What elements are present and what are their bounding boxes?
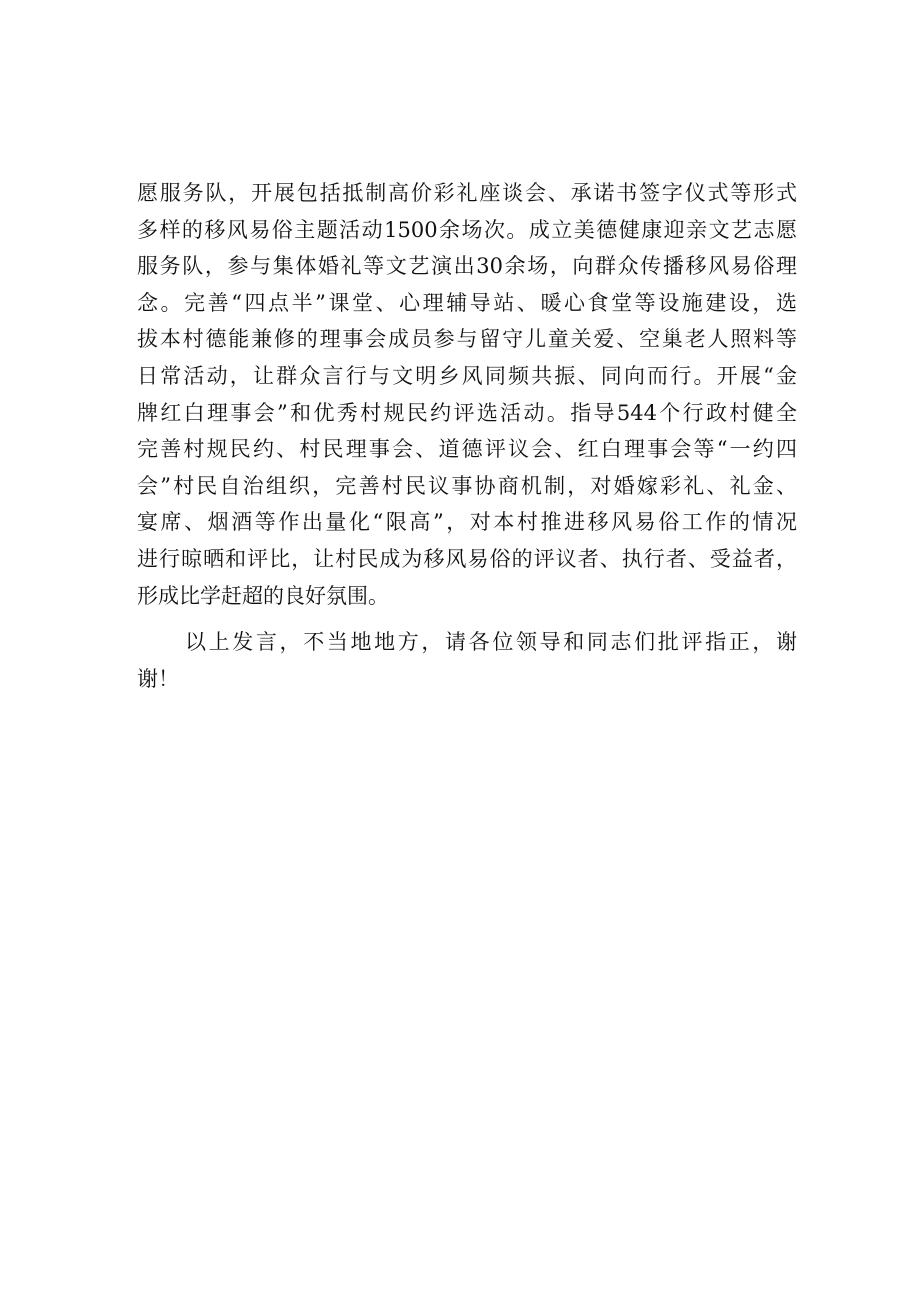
text-line: 日常活动，让群众言行与文明乡风同频共振、同向而行。开展“金 <box>137 363 797 388</box>
text-line: 完善村规民约、村民理事会、道德评议会、红白理事会等“一约四 <box>137 437 797 462</box>
text-line: 念。完善“四点半”课堂、心理辅导站、暖心食堂等设施建设，选 <box>137 290 797 315</box>
text-line: 谢！ <box>137 666 179 691</box>
text-line: 以上发言，不当地地方，请各位领导和同志们批评指正，谢 <box>185 630 797 655</box>
text-line: 拔本村德能兼修的理事会成员参与留守儿童关爱、空巢老人照料等 <box>137 327 797 352</box>
paragraph-spacer <box>137 614 797 624</box>
paragraph-2 <box>137 624 797 697</box>
text-line: 多样的移风易俗主题活动1500余场次。成立美德健康迎亲文艺志愿 <box>137 217 797 242</box>
document-body <box>137 175 797 697</box>
text-line: 形成比学赶超的良好氛围。 <box>137 583 389 608</box>
text-line: 进行晾晒和评比，让村民成为移风易俗的评议者、执行者、受益者， <box>137 546 797 571</box>
text-line: 牌红白理事会”和优秀村规民约评选活动。指导544个行政村健全 <box>137 400 797 425</box>
text-line: 宴席、烟酒等作出量化“限高”，对本村推进移风易俗工作的情况 <box>137 510 797 535</box>
paragraph-1 <box>137 175 797 614</box>
text-line: 服务队，参与集体婚礼等文艺演出30余场，向群众传播移风易俗理 <box>137 254 797 279</box>
text-line: 愿服务队，开展包括抵制高价彩礼座谈会、承诺书签字仪式等形式 <box>137 181 797 205</box>
text-line: 会”村民自治组织，完善村民议事协商机制，对婚嫁彩礼、礼金、 <box>137 473 797 498</box>
